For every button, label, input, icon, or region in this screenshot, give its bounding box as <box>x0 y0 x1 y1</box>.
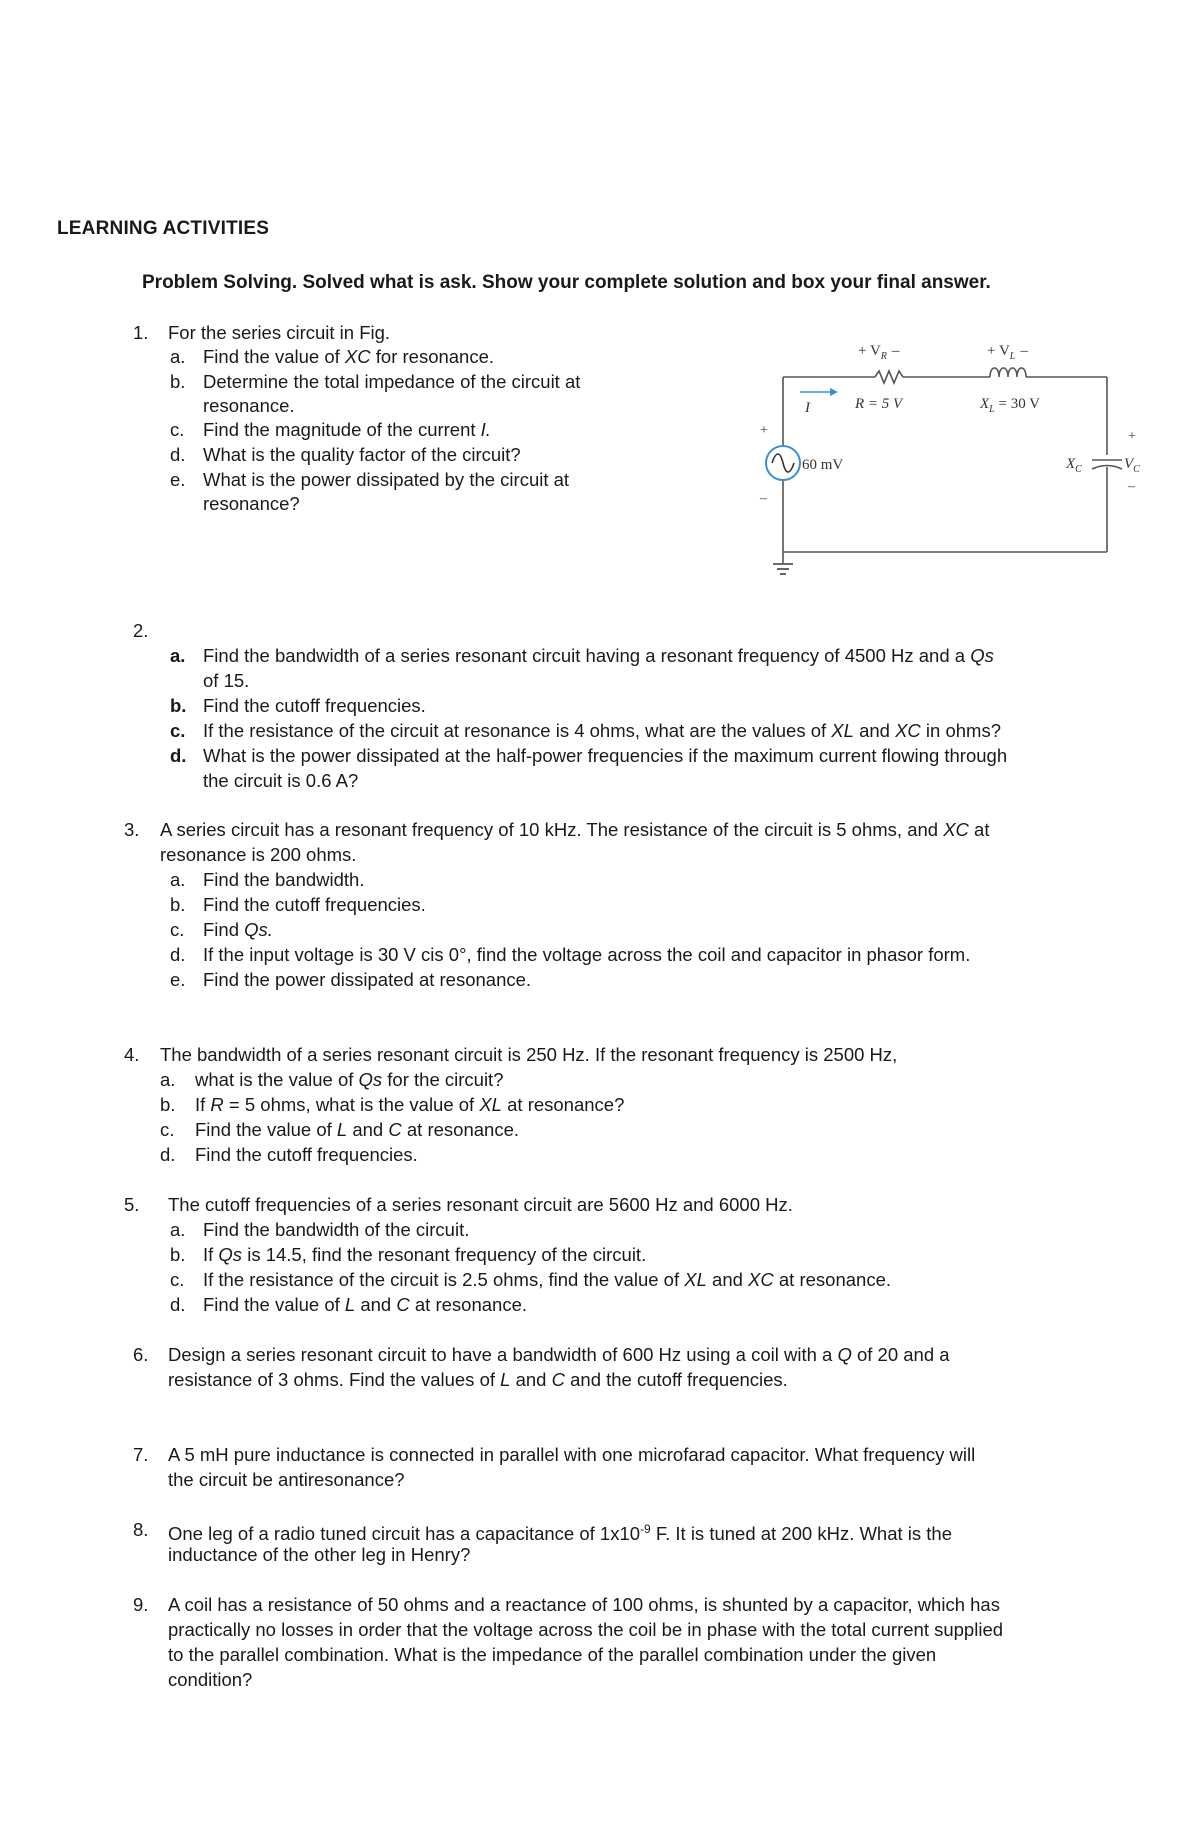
page-title: LEARNING ACTIVITIES <box>57 218 270 239</box>
sub-question-text: the circuit is 0.6 A? <box>203 770 359 791</box>
sub-label: b. <box>170 695 187 716</box>
sub-label: a. <box>160 1069 176 1090</box>
sub-label: c. <box>160 1119 175 1140</box>
vc-minus-label: – <box>1128 479 1135 494</box>
source-value-label: 60 mV <box>802 457 844 473</box>
question-number: 9. <box>133 1594 149 1615</box>
question-text: One leg of a radio tuned circuit has a capacitance of $1x10^{-9}$ F. It is tuned at 200 kHz. What is the <box>168 1522 953 1545</box>
inductor-symbol <box>990 368 1026 377</box>
sub-question-text: Find the bandwidth of a series resonant circuit having a resonant frequency of 4500 Hz and a Qs <box>203 645 994 666</box>
resistor-symbol <box>875 371 903 383</box>
question-stem: resonance is 200 ohms. <box>160 844 357 865</box>
question-text: inductance of the other leg in Henry? <box>168 1544 471 1565</box>
sub-question-text: What is the quality factor of the circuit? <box>203 444 521 465</box>
sub-label: c. <box>170 1269 185 1290</box>
sub-label: b. <box>170 1244 186 1265</box>
sub-question-text: Find Qs. <box>203 919 273 940</box>
question-number: 3. <box>124 819 140 840</box>
sub-label: b. <box>170 371 186 392</box>
question-number: 4. <box>124 1044 140 1065</box>
question-stem: A series circuit has a resonant frequency of 10 kHz. The resistance of the circuit is 5 ohms, and XC at <box>160 819 990 840</box>
question-text: practically no losses in order that the voltage across the coil be in phase with the total current supplied <box>168 1619 1004 1640</box>
question-number: 6. <box>133 1344 149 1365</box>
question-text: condition? <box>168 1669 253 1690</box>
question-number: 7. <box>133 1444 149 1465</box>
question-text: Design a series resonant circuit to have a bandwidth of 600 Hz using a coil with a Q of 20 and a <box>168 1344 950 1365</box>
sub-question-text: Find the cutoff frequencies. <box>195 1144 418 1165</box>
resistor-value-label: R = 5 V <box>855 396 903 412</box>
sub-question-text: Find the value of L and C at resonance. <box>195 1119 519 1140</box>
sub-label: d. <box>170 1294 186 1315</box>
sub-label: c. <box>170 419 185 440</box>
sub-label: a. <box>170 346 186 367</box>
sub-question-text: Find the cutoff frequencies. <box>203 894 426 915</box>
sub-label: b. <box>160 1094 176 1115</box>
question-text: A 5 mH pure inductance is connected in parallel with one microfarad capacitor. What frequency will <box>168 1444 976 1465</box>
sub-label: c. <box>170 720 186 741</box>
question-stem: For the series circuit in Fig. <box>168 322 391 343</box>
current-label: I <box>805 400 810 416</box>
vc-label: $V_C$ <box>1124 456 1140 475</box>
sub-question-text: Find the cutoff frequencies. <box>203 695 426 716</box>
sub-label: c. <box>170 919 185 940</box>
question-stem: The bandwidth of a series resonant circuit is 250 Hz. If the resonant frequency is 2500 Hz, <box>160 1044 898 1065</box>
current-arrow-head-icon <box>830 388 838 396</box>
sub-question-text: Find the value of XC for resonance. <box>203 346 495 367</box>
sub-question-text: If R = 5 ohms, what is the value of XL at resonance? <box>195 1094 625 1115</box>
sub-label: e. <box>170 469 186 490</box>
sub-label: d. <box>170 944 186 965</box>
sub-question-text: What is the power dissipated at the half-power frequencies if the maximum current flowing through <box>203 745 1008 766</box>
sub-question-text: What is the power dissipated by the circuit at <box>203 469 570 490</box>
question-text: resistance of 3 ohms. Find the values of L and C and the cutoff frequencies. <box>168 1369 788 1390</box>
sub-question-text: Find the value of L and C at resonance. <box>203 1294 527 1315</box>
source-minus-label: – <box>760 491 767 506</box>
question-stem: The cutoff frequencies of a series resonant circuit are 5600 Hz and 6000 Hz. <box>168 1194 793 1215</box>
ground-icon <box>773 564 793 574</box>
sub-label: a. <box>170 1219 186 1240</box>
instruction: Problem Solving. Solved what is ask. Show your complete solution and box your final answer. <box>142 272 991 293</box>
sub-question-text: Find the power dissipated at resonance. <box>203 969 532 990</box>
sub-question-text: If Qs is 14.5, find the resonant frequency of the circuit. <box>203 1244 647 1265</box>
sub-label: a. <box>170 645 186 666</box>
capacitor-label: $X_C$ <box>1066 456 1082 475</box>
sub-question-text: what is the value of Qs for the circuit? <box>195 1069 504 1090</box>
question-number: 5. <box>124 1194 140 1215</box>
vr-label: + $V_R$ – <box>858 343 900 362</box>
sub-question-text: Find the bandwidth of the circuit. <box>203 1219 470 1240</box>
sub-question-text: resonance? <box>203 493 300 514</box>
inductor-value-label: $X_L = 30$ V <box>980 396 1041 415</box>
sub-question-text: If the input voltage is 30 V cis 0°, find the voltage across the coil and capacitor in phasor form. <box>203 944 971 965</box>
question-text: to the parallel combination. What is the impedance of the parallel combination under the given <box>168 1644 937 1665</box>
sine-wave-icon <box>772 454 794 472</box>
sub-label: d. <box>170 444 186 465</box>
sub-question-text: Determine the total impedance of the circuit at <box>203 371 581 392</box>
question-text: the circuit be antiresonance? <box>168 1469 405 1490</box>
sub-question-text: Find the magnitude of the current I. <box>203 419 491 440</box>
sub-question-text: of 15. <box>203 670 250 691</box>
sub-label: b. <box>170 894 186 915</box>
question-text: A coil has a resistance of 50 ohms and a reactance of 100 ohms, is shunted by a capacitor, which has <box>168 1594 1000 1615</box>
vl-label: + $V_L$ – <box>987 343 1028 362</box>
sub-question-text: resonance. <box>203 395 295 416</box>
question-number: 2. <box>133 620 149 641</box>
sub-label: d. <box>170 745 187 766</box>
series-circuit-diagram <box>740 325 1160 590</box>
question-number: 1. <box>133 322 149 343</box>
question-number: 8. <box>133 1519 149 1540</box>
source-plus-label: + <box>760 423 768 438</box>
sub-label: e. <box>170 969 186 990</box>
sub-question-text: Find the bandwidth. <box>203 869 365 890</box>
sub-label: d. <box>160 1144 176 1165</box>
sub-question-text: If the resistance of the circuit is 2.5 ohms, find the value of XL and XC at resonance. <box>203 1269 891 1290</box>
vc-plus-label: + <box>1128 429 1136 444</box>
sub-label: a. <box>170 869 186 890</box>
sub-question-text: If the resistance of the circuit at resonance is 4 ohms, what are the values of XL and XC in ohms? <box>203 720 1002 741</box>
